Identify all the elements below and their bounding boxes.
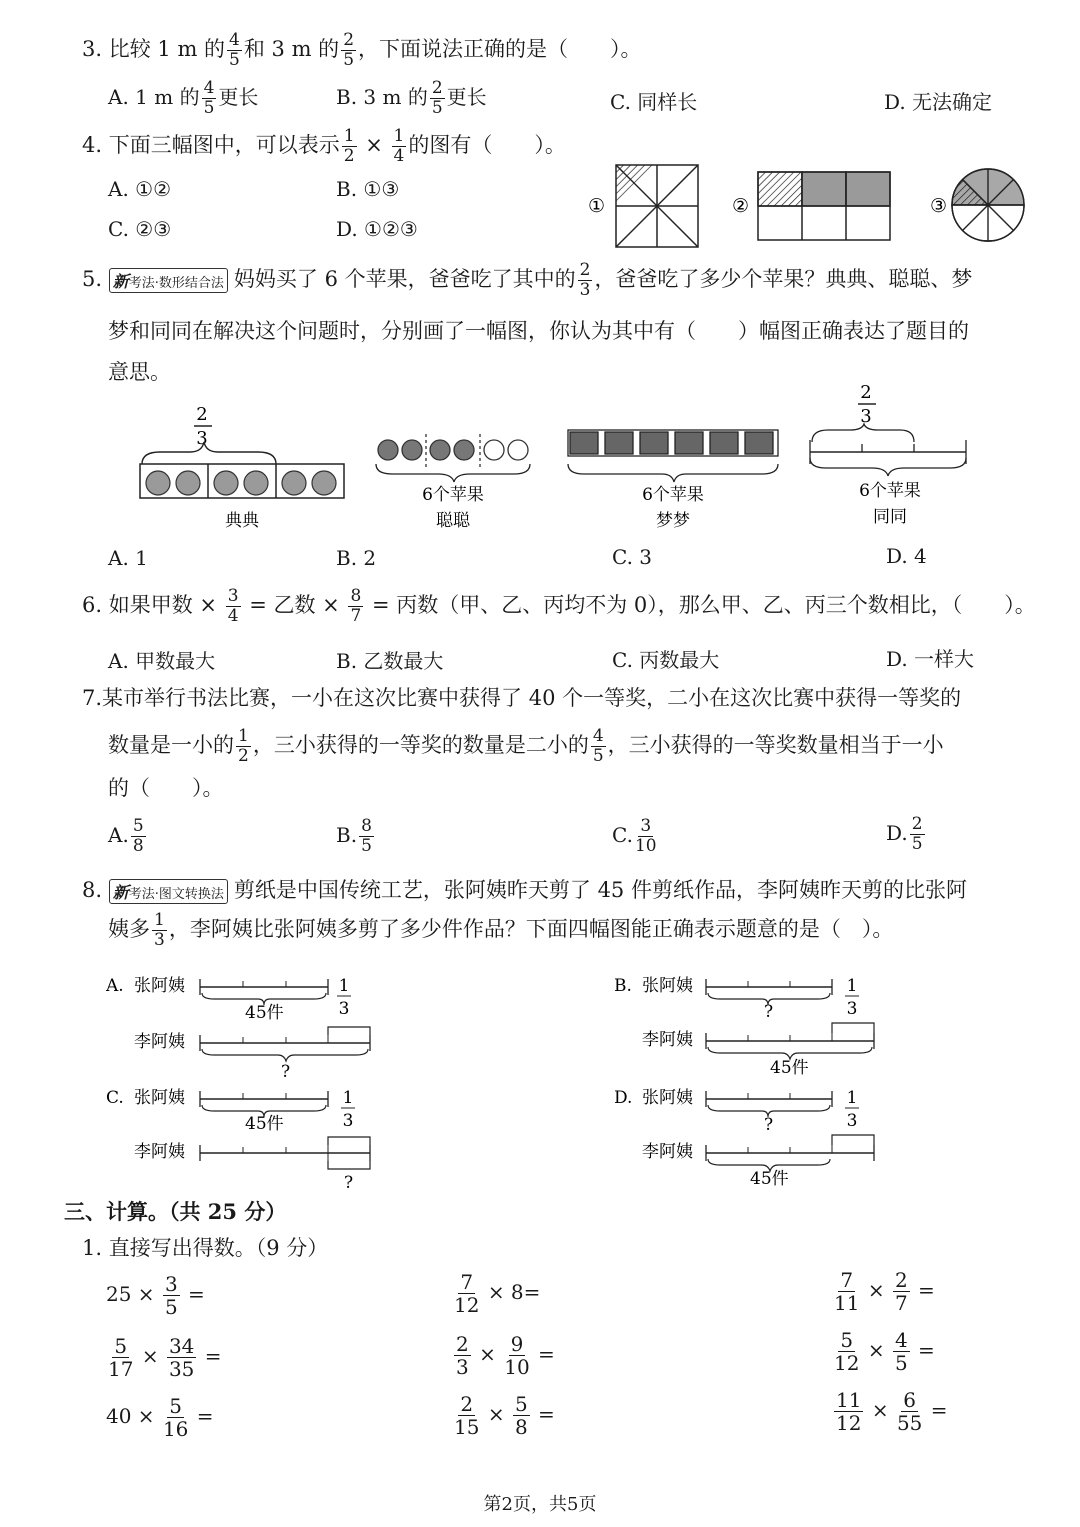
page-footer: 第2页，共5页 bbox=[483, 1494, 597, 1515]
q4-option-c: C. ②③ bbox=[108, 217, 172, 241]
d1-frac-den: 3 bbox=[196, 428, 208, 449]
svg-text:?: ? bbox=[764, 1115, 774, 1135]
svg-text:1: 1 bbox=[846, 1088, 858, 1108]
q6-option-c: C. 丙数最大 bbox=[612, 648, 720, 672]
q5-line3: 意思。 bbox=[108, 360, 171, 384]
svg-text:C.: C. bbox=[106, 1088, 124, 1108]
q4-figures bbox=[580, 160, 1040, 250]
calc-r1c2: $\frac{7}{12}$ × 8= bbox=[454, 1270, 541, 1317]
q6-option-b: B. 乙数最大 bbox=[336, 649, 444, 673]
q7-option-b: B. $\frac{8}{5}$ bbox=[336, 816, 372, 856]
svg-text:?: ? bbox=[344, 1173, 354, 1193]
q4-stem: 4. 下面三幅图中，可以表示 $\frac{1}{2}$ × $\frac{1}{4}$ 的图有（ ）。 bbox=[82, 126, 566, 166]
svg-text:D.: D. bbox=[614, 1088, 633, 1108]
q7-line2: 数量是一小的 $\frac{1}{2}$ ，三小获得的一等奖的数量是二小的 $\frac{4}{5}$ ，三小获得的一等奖数量相当于一小 bbox=[108, 726, 944, 766]
d4-frac-den: 3 bbox=[860, 406, 872, 427]
svg-text:45件: 45件 bbox=[750, 1169, 789, 1189]
q8-diagram-d bbox=[614, 1088, 874, 1189]
fig2-label: ② bbox=[732, 195, 750, 217]
svg-text:45件: 45件 bbox=[245, 1003, 284, 1023]
q5-line2: 梦和同同在解决这个问题时，分别画了一幅图，你认为其中有（ ）幅图正确表达了题目的 bbox=[108, 319, 969, 343]
fig1-square bbox=[616, 165, 698, 247]
svg-text:张阿姨: 张阿姨 bbox=[134, 976, 185, 996]
d4-name: 同同 bbox=[873, 507, 907, 527]
calc-r2c1: $\frac{5}{17}$ × $\frac{34}{35}$ = bbox=[108, 1334, 222, 1381]
q3-option-d: D. 无法确定 bbox=[884, 90, 993, 114]
svg-text:李阿姨: 李阿姨 bbox=[642, 1030, 693, 1050]
d2-balls bbox=[378, 440, 528, 460]
q5-option-c: C. 3 bbox=[612, 545, 653, 569]
svg-text:李阿姨: 李阿姨 bbox=[134, 1142, 185, 1162]
calc-r3c1: 40 × $\frac{5}{16}$ = bbox=[106, 1394, 214, 1441]
svg-text:3: 3 bbox=[846, 1111, 858, 1131]
svg-text:1: 1 bbox=[342, 1088, 354, 1108]
d1-frac-num: 2 bbox=[196, 404, 208, 425]
svg-text:45件: 45件 bbox=[245, 1114, 284, 1134]
svg-text:?: ? bbox=[281, 1062, 291, 1082]
q7-option-c: C. $\frac{3}{10}$ bbox=[612, 816, 657, 856]
q5-line1: 5. 新考法·数形结合法 妈妈买了 6 个苹果，爸爸吃了其中的 $\frac{2}{3}$ ，爸爸吃了多少个苹果？典典、聪聪、梦 bbox=[82, 260, 973, 300]
svg-text:45件: 45件 bbox=[770, 1058, 809, 1078]
d4-frac-num: 2 bbox=[860, 382, 872, 403]
q5-option-d: D. 4 bbox=[886, 544, 927, 568]
d3-name: 梦梦 bbox=[656, 511, 690, 531]
d1-name: 典典 bbox=[225, 511, 259, 531]
q6-option-d: D. 一样大 bbox=[886, 647, 975, 671]
d3-caption: 6个苹果 bbox=[642, 485, 704, 505]
svg-text:3: 3 bbox=[846, 999, 858, 1019]
svg-text:李阿姨: 李阿姨 bbox=[134, 1032, 185, 1052]
q6-stem: 6. 如果甲数 × $\frac{3}{4}$ = 乙数 × $\frac{8}{7}$ = 丙数（甲、乙、丙均不为 0），那么甲、乙、丙三个数相比，（ ）。 bbox=[82, 586, 1036, 626]
d3-bars bbox=[568, 430, 778, 456]
fig3-label: ③ bbox=[930, 195, 948, 217]
svg-text:3: 3 bbox=[338, 999, 350, 1019]
q7-line1: 7.某市举行书法比赛，一小在这次比赛中获得了 40 个一等奖，二小在这次比赛中获得一等奖的 bbox=[82, 686, 962, 710]
q5-option-b: B. 2 bbox=[336, 546, 377, 570]
fraction: $\frac{4}{5}$ bbox=[229, 30, 240, 70]
calc-r3c3: $\frac{11}{12}$ × $\frac{6}{55}$ = bbox=[836, 1388, 948, 1435]
section-title: 三、计算。（共 25 分） bbox=[64, 1199, 287, 1224]
q3-option-c: C. 同样长 bbox=[610, 90, 698, 114]
q3-stem: 3. 比较 1 m 的 $\frac{4}{5}$ 和 3 m 的 $\frac{2}{5}$ ，下面说法正确的是（ ）。 bbox=[82, 30, 642, 70]
q8-diagram-a bbox=[105, 976, 370, 1082]
d1-apples bbox=[146, 471, 336, 495]
method-tag: 新考法·图文转换法 bbox=[109, 879, 228, 904]
q3-option-a: A. 1 m 的 $\frac{4}{5}$ 更长 bbox=[108, 78, 259, 118]
fig2-rect bbox=[758, 172, 890, 240]
q8-line2: 姨多 $\frac{1}{3}$ ，李阿姨比张阿姨多剪了多少件作品？下面四幅图能正确表示题意的是（ ）。 bbox=[108, 910, 894, 950]
q3-option-b: B. 3 m 的 $\frac{2}{5}$ 更长 bbox=[336, 78, 487, 118]
method-tag: 新考法·数形结合法 bbox=[109, 268, 228, 293]
svg-text:张阿姨: 张阿姨 bbox=[134, 1088, 185, 1108]
svg-text:1: 1 bbox=[338, 976, 350, 996]
calc-r2c3: $\frac{5}{12}$ × $\frac{4}{5}$ = bbox=[834, 1328, 935, 1375]
q7-line3: 的（ ）。 bbox=[108, 776, 224, 800]
d2-name: 聪聪 bbox=[436, 511, 470, 531]
q4-option-b: B. ①③ bbox=[336, 177, 400, 201]
d2-caption: 6个苹果 bbox=[422, 485, 484, 505]
q5-diagrams bbox=[130, 378, 990, 538]
svg-text:张阿姨: 张阿姨 bbox=[642, 1088, 693, 1108]
d4-caption: 6个苹果 bbox=[859, 481, 921, 501]
calc-r1c3: $\frac{7}{11}$ × $\frac{2}{7}$ = bbox=[834, 1268, 935, 1315]
q4-option-d: D. ①②③ bbox=[336, 217, 418, 241]
fig1-label: ① bbox=[588, 195, 606, 217]
q7-option-d: D. $\frac{2}{5}$ bbox=[886, 814, 923, 854]
calc-r2c2: $\frac{2}{3}$ × $\frac{9}{10}$ = bbox=[456, 1332, 555, 1379]
q5-option-a: A. 1 bbox=[108, 546, 148, 570]
calc-r3c2: $\frac{2}{15}$ × $\frac{5}{8}$ = bbox=[454, 1392, 555, 1439]
section-subtitle: 1. 直接写出得数。（9 分） bbox=[82, 1236, 329, 1260]
svg-text:李阿姨: 李阿姨 bbox=[642, 1142, 693, 1162]
svg-text:3: 3 bbox=[342, 1111, 354, 1131]
svg-text:A.: A. bbox=[106, 976, 124, 996]
svg-text:B.: B. bbox=[614, 976, 632, 996]
fig3-circle bbox=[952, 169, 1024, 241]
q6-option-a: A. 甲数最大 bbox=[108, 649, 216, 673]
q8-line1: 8. 新考法·图文转换法 剪纸是中国传统工艺，张阿姨昨天剪了 45 件剪纸作品，李阿姨昨天剪的比张阿 bbox=[82, 878, 967, 902]
q8-diagram-b bbox=[614, 976, 874, 1078]
fraction: $\frac{2}{5}$ bbox=[343, 30, 355, 70]
q8-diagrams bbox=[100, 965, 900, 1195]
q4-option-a: A. ①② bbox=[108, 177, 172, 201]
calc-r1c1: 25 × $\frac{3}{5}$ = bbox=[106, 1272, 205, 1319]
q8-diagram-c bbox=[106, 1088, 370, 1193]
svg-text:张阿姨: 张阿姨 bbox=[642, 976, 693, 996]
q7-option-a: A. $\frac{5}{8}$ bbox=[108, 816, 144, 856]
svg-text:?: ? bbox=[764, 1002, 774, 1022]
svg-text:1: 1 bbox=[846, 976, 858, 996]
